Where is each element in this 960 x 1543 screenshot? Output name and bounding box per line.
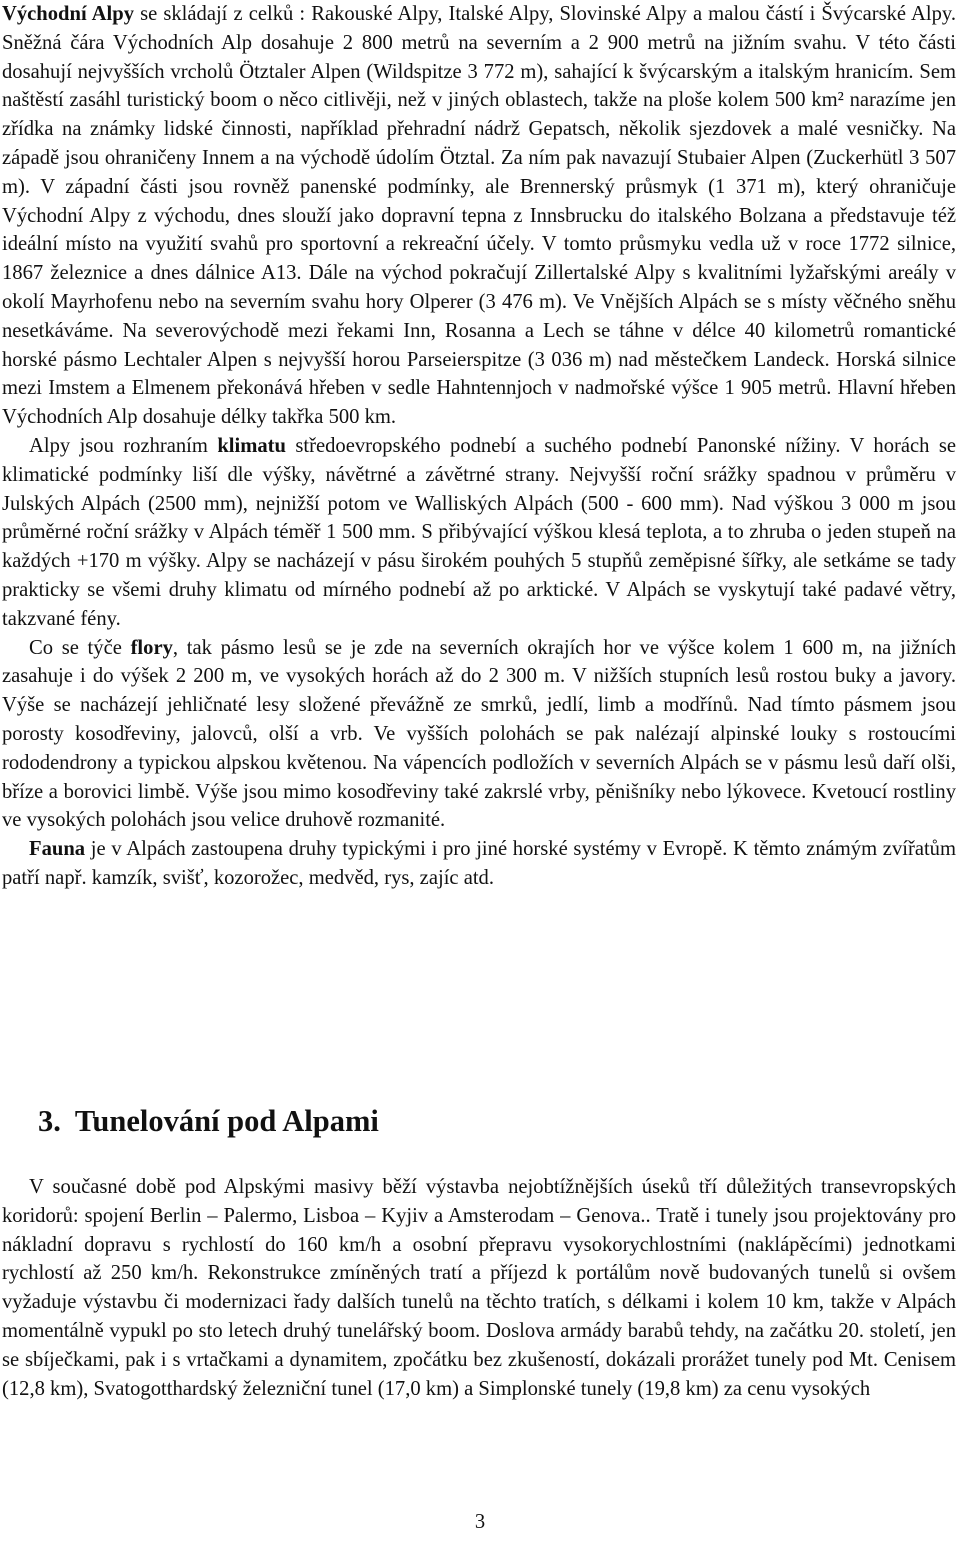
section-number: 3. <box>38 1104 61 1138</box>
text-run: středoevropského podnebí a suchého podnebí Panonské nížiny. V horách se klimatické podmínky liší dle výšky, návětrné a závětrné strany. Nejvyšší roční srážky spadnou v průměru v Julských Alpách (2500 mm), nejnižší potom ve Walliských Alpách (500 - 600 mm). Nad výškou 3 000 m jsou průměrné roční srážky v Alpách téměř 1 500 mm. S přibývající výškou klesá teplota, a to zhruba o jeden stupeň na každých +170 m výšky. Alpy se nacházejí v pásu širokém pouhých 5 stupňů zeměpisné šířky, ale setkáme se tady prakticky se všemi druhy klimatu od mírného podnebí až po arktické. V Alpách se vyskytují také padavé větry, takzvané fény. <box>2 434 956 630</box>
paragraph <box>2 432 956 634</box>
paragraph <box>2 1173 956 1403</box>
bold-term: Fauna <box>29 838 86 861</box>
paragraph <box>2 0 956 432</box>
section-heading <box>38 1103 393 1139</box>
text-run: V současné době pod Alpskými masivy běží výstavba nejobtížnějších úseků tří důležitých transevropských koridorů: spojení Berlin – Palermo, Lisboa – Kyjiv a Amsterodam – Genova.. Tratě i tunely jsou projektovány pro nákladní dopravu s rychlostí do 160 km/h a osobní přepravu vysokorychlostními (naklápěcími) jednotkami rychlostí až 250 km/h. Rekonstrukce zmíněných tratí a příjezd k portálům nově budovaných tunelů si ovšem vyžaduje výstavbu či modernizaci řady dalších tunelů na těchto tratích, s délkami i kolem 10 km, takže v Alpách momentálně vypukl po sto letech druhý tunelářský boom. Doslova armády barabů tehdy, na začátku 20. století, jen se sbíječkami, pak i s vrtačkami a dynamitem, zpočátku bez zkušeností, dokázali prorážet tunely pod Mt. Cenisem (12,8 km), Svatogotthardský železniční tunel (17,0 km) a Simplonské tunely (19,8 km) za cenu vysokých <box>2 1176 956 1400</box>
paragraph <box>2 835 956 893</box>
paragraph <box>2 634 956 836</box>
bold-term: flory <box>130 636 173 659</box>
text-run: je v Alpách zastoupena druhy typickými i pro jiné horské systémy v Evropě. K těmto známým zvířatům patří např. kamzík, svišť, kozorožec, medvěd, rys, zajíc atd. <box>2 838 956 889</box>
bold-term: klimatu <box>217 434 286 457</box>
bold-term: Východní Alpy <box>2 3 134 25</box>
section-title: Tunelování pod Alpami <box>74 1104 379 1138</box>
text-run: , tak pásmo lesů se je zde na severních okrajích hor ve výšce kolem 1 600 m, na jižních zasahuje i do výšek 2 200 m, ve vysokých horách až do 2 300 m. V nižších stupních lesů rostou buky a javory. Výše se nacházejí jehličnaté lesy složené převážně ze smrků, jedlí, limb a modřínů. Nad tímto pásmem jsou porosty kosodřeviny, jalovců, olší a vrb. Ve vyšších polohách se pak nalézají alpinské louky s rostoucími rododendrony a typickou alpskou květenou. Na vápencích podložích v severních Alpách se v pásmu lesů daří olši, bříze a borovici limbě. Výše jsou mimo kosodřeviny také zakrslé vrby, pěnišníky nebo lýkovece. Kvetoucí rostliny ve vysokých polohách jsou velice druhově rozmanité. <box>2 636 957 832</box>
text-run: se skládají z celků : Rakouské Alpy, Italské Alpy, Slovinské Alpy a malou částí i Švýcarské Alpy. Sněžná čára Východních Alp dosahuje 2 800 metrů na severním a 2 900 metrů na jižním svahu. V této části dosahují nejvyšších vrcholů Ötztaler Alpen (Wildspitze 3 772 m), sahající k švýcarským a italským hranicím. Sem naštěstí zasáhl turistický boom o něco citlivěji, než v jiných oblastech, takže na ploše kolem 500 km² narazíme jen zřídka na známky lidské činnosti, například přehradní nádrž Gepatsch, několik sjezdovek a malé vesničky. Na západě jsou ohraničeny Innem a na východě údolím Ötztal. Za ním pak navazují Stubaier Alpen (Zuckerhütl 3 507 m). V západní části jsou rovněž panenské podmínky, ale Brennerský průsmyk (1 371 m), který ohraničuje Východní Alpy z východu, dnes slouží jako dopravní tepna z Innsbrucku do italského Bolzana a představuje též ideální místo na využití svahů pro sportovní a rekreační účely. V tomto průsmyku vedla už v roce 1772 silnice, 1867 železnice a dnes dálnice A13. Dále na východ pokračují Zillertalské Alpy s kvalitními lyžařskými areály v okolí Mayrhofenu nebo na severním svahu hory Olperer (3 476 m). Ve Vnějších Alpách se s místy věčného sněhu nesetkáváme. Na severovýchodě mezi řekami Inn, Rosanna a Lech se táhne v délce 40 kilometrů romantické horské pásmo Lechtaler Alpen s nejvyšší horou Parseierspitze (3 036 m) nad městečkem Landeck. Horská silnice mezi Imstem a Elmenem překonává hřeben v sedle Hahntennjoch v nadmořské výšce 1 905 metrů. Hlavní hřeben Východních Alp dosahuje délky takřka 500 km. <box>2 3 957 429</box>
body-text-bottom <box>2 1173 956 1403</box>
text-run: Alpy jsou rozhraním <box>29 434 218 457</box>
body-text-top <box>2 0 956 893</box>
text-run: Co se týče <box>29 636 131 659</box>
page-number: 3 <box>474 1511 486 1533</box>
